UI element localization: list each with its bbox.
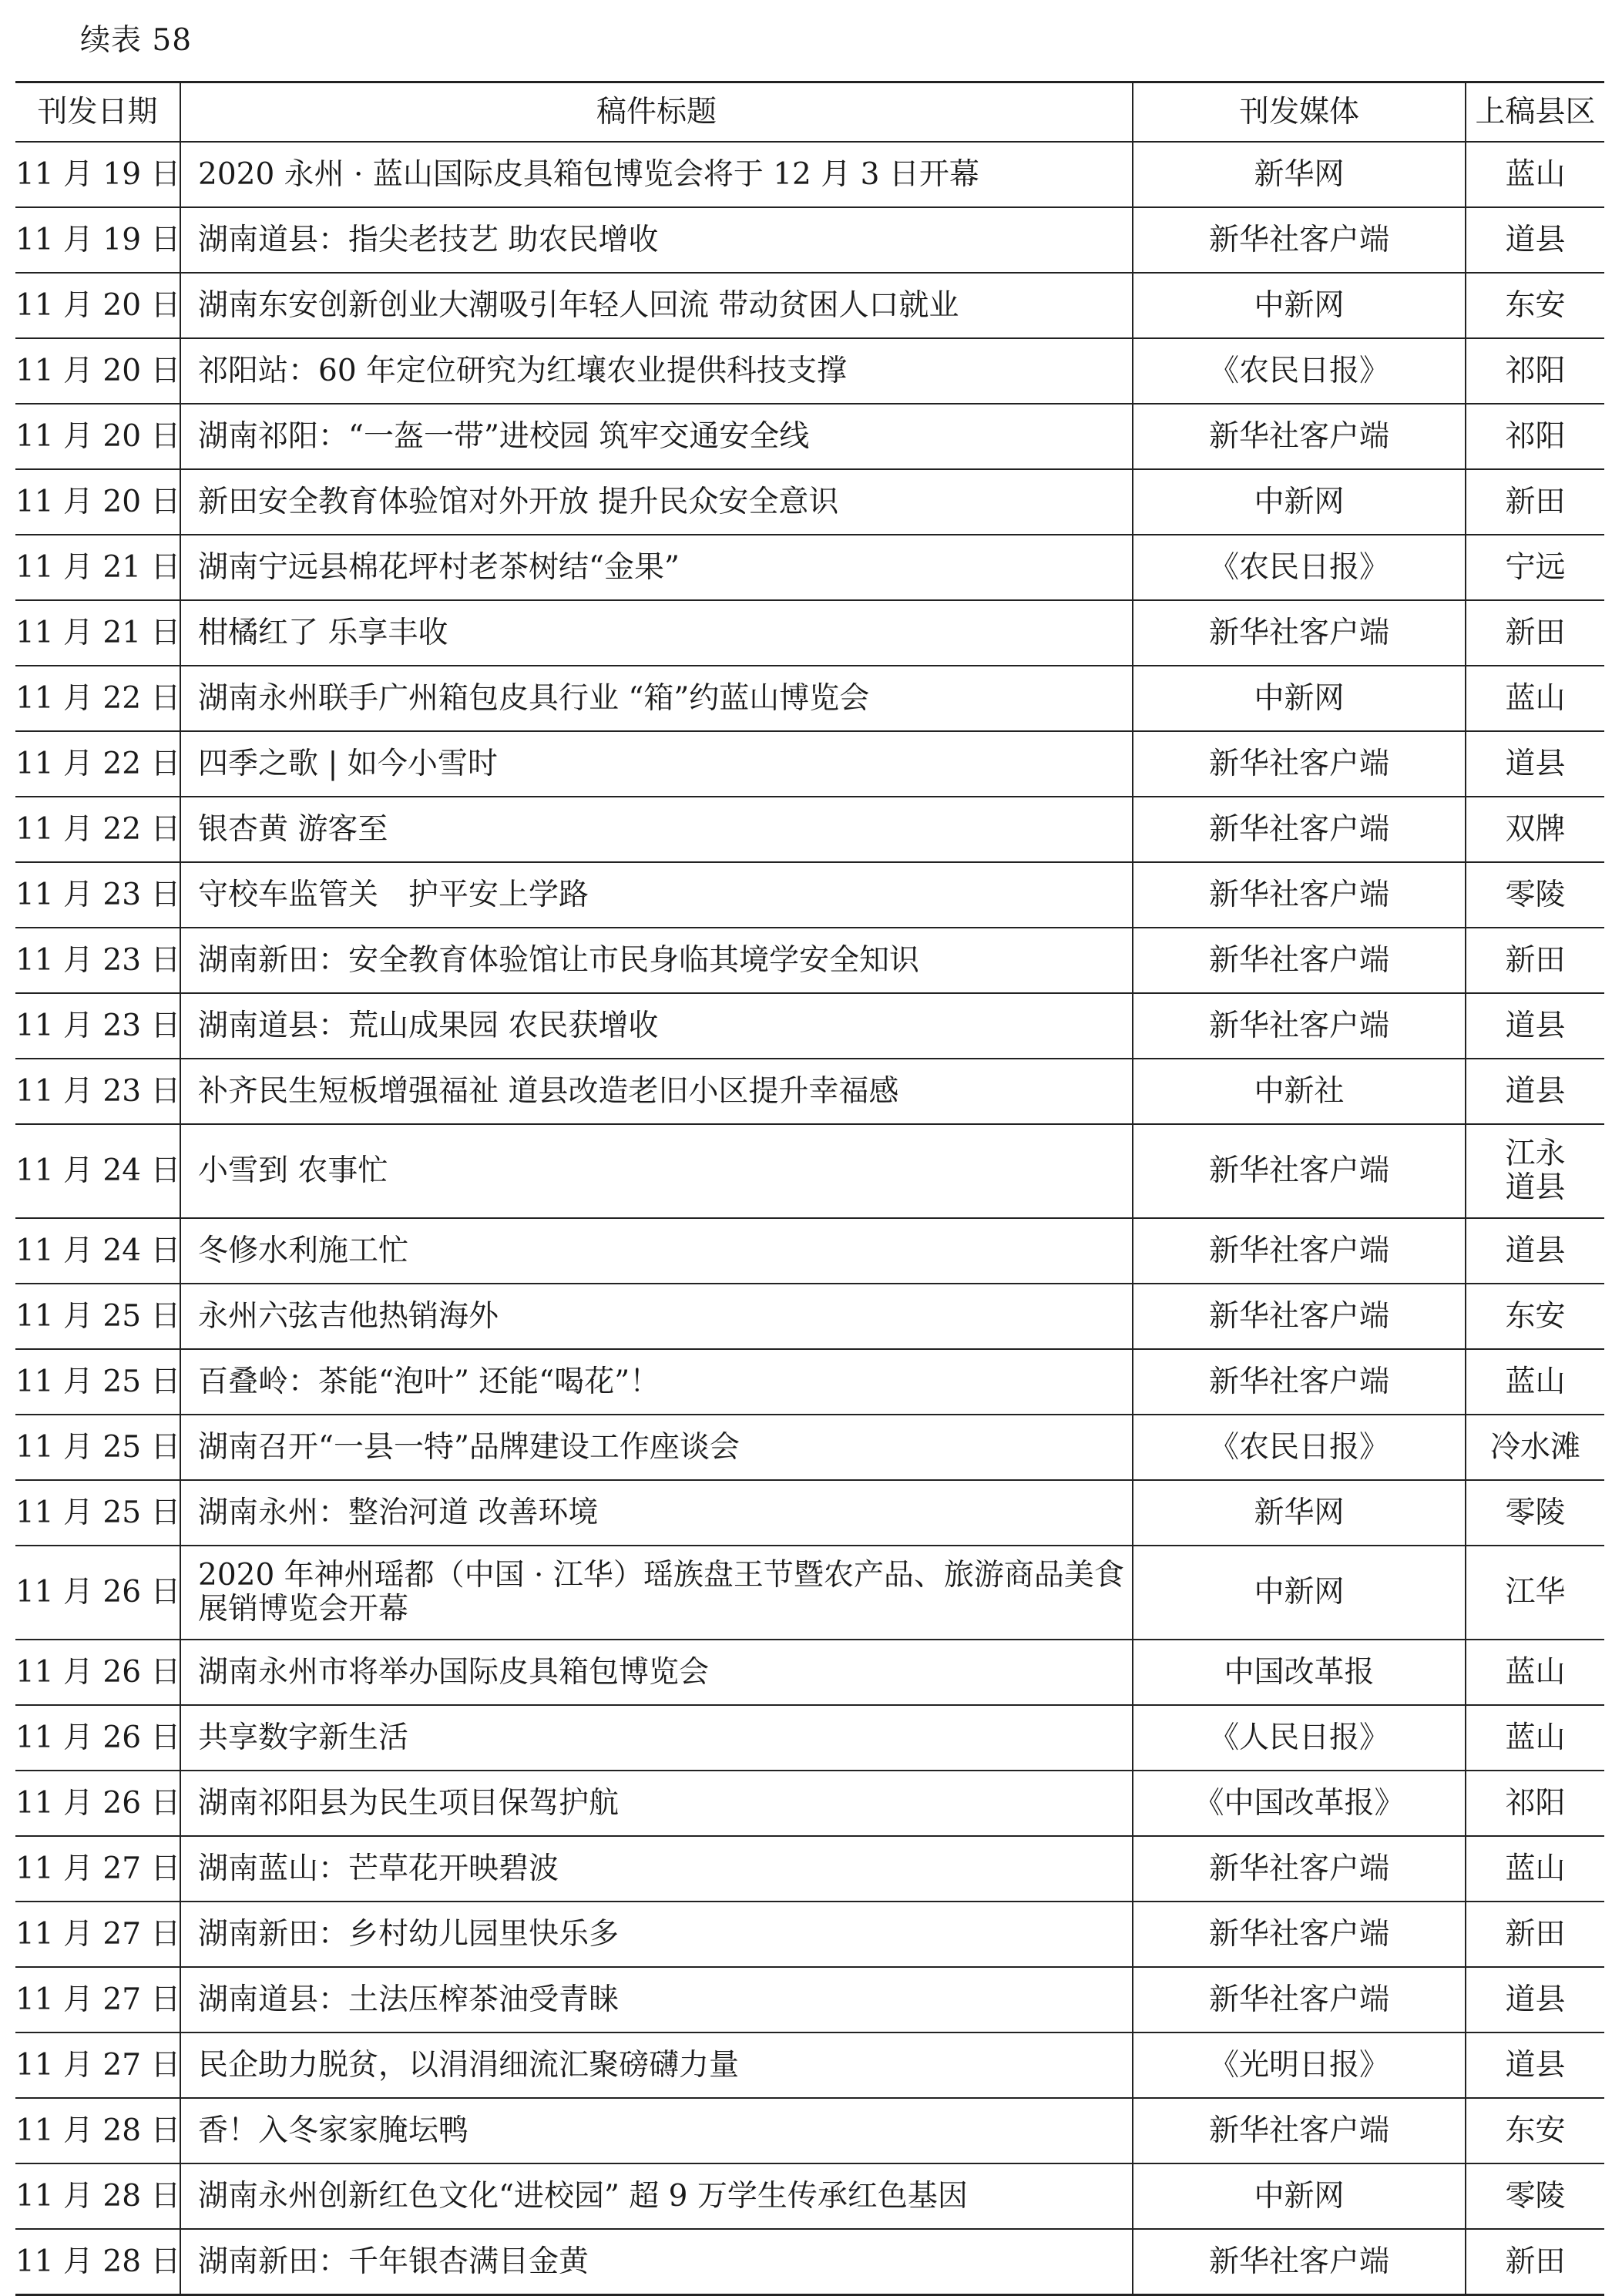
cell-region: 蓝山 [1466, 1349, 1604, 1415]
cell-title: 湖南永州：整治河道 改善环境 [180, 1480, 1133, 1546]
table-row [15, 1124, 1604, 1218]
table-row [15, 993, 1604, 1059]
cell-date: 11 月 23 日 [15, 1059, 180, 1124]
cell-media: 中新网 [1133, 2163, 1466, 2229]
table-row [15, 797, 1604, 862]
cell-title: 小雪到 农事忙 [180, 1124, 1133, 1218]
cell-region: 蓝山 [1466, 666, 1604, 731]
cell-title: 湖南永州市将举办国际皮具箱包博览会 [180, 1640, 1133, 1705]
column-header-region: 上稿县区 [1466, 82, 1604, 143]
cell-date: 11 月 23 日 [15, 993, 180, 1059]
cell-title: 湖南召开“一县一特”品牌建设工作座谈会 [180, 1415, 1133, 1480]
table-row [15, 2163, 1604, 2229]
table-body [15, 142, 1604, 2295]
cell-region: 新田 [1466, 469, 1604, 535]
cell-region: 零陵 [1466, 1480, 1604, 1546]
cell-date: 11 月 26 日 [15, 1771, 180, 1836]
table-row [15, 1705, 1604, 1771]
cell-date: 11 月 22 日 [15, 797, 180, 862]
cell-region: 东安 [1466, 273, 1604, 338]
cell-media: 中国改革报 [1133, 1640, 1466, 1705]
cell-title: 湖南新田：千年银杏满目金黄 [180, 2229, 1133, 2295]
cell-media: 中新网 [1133, 469, 1466, 535]
table-row [15, 2229, 1604, 2295]
table-row [15, 600, 1604, 666]
cell-media: 新华社客户端 [1133, 1218, 1466, 1284]
table-row [15, 1218, 1604, 1284]
cell-region: 东安 [1466, 1284, 1604, 1349]
table-row [15, 469, 1604, 535]
cell-date: 11 月 21 日 [15, 535, 180, 600]
table-row [15, 1415, 1604, 1480]
cell-date: 11 月 20 日 [15, 404, 180, 469]
table-row [15, 404, 1604, 469]
column-header-title: 稿件标题 [180, 82, 1133, 143]
cell-title: 香！入冬家家腌坛鸭 [180, 2098, 1133, 2163]
table-row [15, 1349, 1604, 1415]
cell-region: 新田 [1466, 928, 1604, 993]
cell-region: 道县 [1466, 1218, 1604, 1284]
cell-media: 新华社客户端 [1133, 1284, 1466, 1349]
cell-date: 11 月 26 日 [15, 1705, 180, 1771]
table-row [15, 928, 1604, 993]
cell-date: 11 月 28 日 [15, 2163, 180, 2229]
cell-title: 永州六弦吉他热销海外 [180, 1284, 1133, 1349]
cell-media: 新华社客户端 [1133, 1967, 1466, 2032]
cell-title: 共享数字新生活 [180, 1705, 1133, 1771]
news-table [15, 81, 1604, 2296]
table-row [15, 1284, 1604, 1349]
cell-region: 祁阳 [1466, 1771, 1604, 1836]
table-row [15, 1902, 1604, 1967]
cell-date: 11 月 27 日 [15, 1967, 180, 2032]
cell-title: 新田安全教育体验馆对外开放 提升民众安全意识 [180, 469, 1133, 535]
cell-region: 蓝山 [1466, 142, 1604, 207]
cell-region: 蓝山 [1466, 1836, 1604, 1902]
cell-media: 新华社客户端 [1133, 797, 1466, 862]
cell-region: 祁阳 [1466, 404, 1604, 469]
table-row [15, 207, 1604, 273]
cell-media: 新华社客户端 [1133, 2229, 1466, 2295]
cell-media: 新华社客户端 [1133, 1349, 1466, 1415]
cell-date: 11 月 23 日 [15, 862, 180, 928]
cell-region: 宁远 [1466, 535, 1604, 600]
cell-media: 新华社客户端 [1133, 1124, 1466, 1218]
cell-date: 11 月 26 日 [15, 1546, 180, 1640]
cell-date: 11 月 27 日 [15, 1836, 180, 1902]
cell-date: 11 月 19 日 [15, 207, 180, 273]
table-row [15, 338, 1604, 404]
cell-region: 新田 [1466, 2229, 1604, 2295]
cell-date: 11 月 20 日 [15, 338, 180, 404]
cell-title: 2020 永州 · 蓝山国际皮具箱包博览会将于 12 月 3 日开幕 [180, 142, 1133, 207]
cell-title: 冬修水利施工忙 [180, 1218, 1133, 1284]
table-row [15, 731, 1604, 797]
cell-title: 湖南祁阳县为民生项目保驾护航 [180, 1771, 1133, 1836]
cell-region: 双牌 [1466, 797, 1604, 862]
cell-date: 11 月 28 日 [15, 2098, 180, 2163]
cell-title: 湖南东安创新创业大潮吸引年轻人回流 带动贫困人口就业 [180, 273, 1133, 338]
cell-media: 新华社客户端 [1133, 404, 1466, 469]
column-header-media: 刊发媒体 [1133, 82, 1466, 143]
cell-title: 湖南祁阳：“一盔一带”进校园 筑牢交通安全线 [180, 404, 1133, 469]
cell-title: 湖南新田：乡村幼儿园里快乐多 [180, 1902, 1133, 1967]
cell-region: 东安 [1466, 2098, 1604, 2163]
cell-title: 四季之歌 | 如今小雪时 [180, 731, 1133, 797]
cell-media: 新华社客户端 [1133, 993, 1466, 1059]
cell-title: 补齐民生短板增强福祉 道县改造老旧小区提升幸福感 [180, 1059, 1133, 1124]
table-row [15, 1480, 1604, 1546]
cell-date: 11 月 19 日 [15, 142, 180, 207]
cell-title: 湖南永州创新红色文化“进校园” 超 9 万学生传承红色基因 [180, 2163, 1133, 2229]
cell-title: 百叠岭：茶能“泡叶” 还能“喝花”！ [180, 1349, 1133, 1415]
cell-title: 湖南宁远县棉花坪村老茶树结“金果” [180, 535, 1133, 600]
cell-region: 道县 [1466, 993, 1604, 1059]
table-row [15, 1967, 1604, 2032]
cell-media: 《农民日报》 [1133, 338, 1466, 404]
cell-date: 11 月 27 日 [15, 2032, 180, 2098]
cell-region: 蓝山 [1466, 1705, 1604, 1771]
cell-date: 11 月 20 日 [15, 469, 180, 535]
header-row [15, 82, 1604, 143]
cell-title: 民企助力脱贫，以涓涓细流汇聚磅礴力量 [180, 2032, 1133, 2098]
cell-media: 《中国改革报》 [1133, 1771, 1466, 1836]
cell-media: 中新社 [1133, 1059, 1466, 1124]
cell-media: 新华网 [1133, 142, 1466, 207]
cell-media: 《人民日报》 [1133, 1705, 1466, 1771]
cell-title: 柑橘红了 乐享丰收 [180, 600, 1133, 666]
cell-region: 道县 [1466, 2032, 1604, 2098]
cell-region: 零陵 [1466, 2163, 1604, 2229]
cell-title: 湖南永州联手广州箱包皮具行业 “箱”约蓝山博览会 [180, 666, 1133, 731]
table-row [15, 1771, 1604, 1836]
table-row [15, 273, 1604, 338]
cell-title: 守校车监管关 护平安上学路 [180, 862, 1133, 928]
column-header-date: 刊发日期 [15, 82, 180, 143]
cell-region: 江华 [1466, 1546, 1604, 1640]
cell-date: 11 月 25 日 [15, 1480, 180, 1546]
cell-media: 新华社客户端 [1133, 1836, 1466, 1902]
cell-date: 11 月 25 日 [15, 1415, 180, 1480]
table-row [15, 666, 1604, 731]
table-row [15, 1059, 1604, 1124]
table-row [15, 142, 1604, 207]
table-row [15, 862, 1604, 928]
cell-title: 银杏黄 游客至 [180, 797, 1133, 862]
cell-date: 11 月 22 日 [15, 731, 180, 797]
table-row [15, 1640, 1604, 1705]
cell-media: 新华社客户端 [1133, 928, 1466, 993]
cell-title: 湖南道县：指尖老技艺 助农民增收 [180, 207, 1133, 273]
cell-date: 11 月 25 日 [15, 1284, 180, 1349]
cell-region: 新田 [1466, 1902, 1604, 1967]
cell-media: 中新网 [1133, 1546, 1466, 1640]
cell-date: 11 月 24 日 [15, 1218, 180, 1284]
cell-media: 中新网 [1133, 273, 1466, 338]
cell-media: 《光明日报》 [1133, 2032, 1466, 2098]
cell-title: 祁阳站：60 年定位研究为红壤农业提供科技支撑 [180, 338, 1133, 404]
cell-region: 道县 [1466, 1059, 1604, 1124]
cell-title: 湖南道县：荒山成果园 农民获增收 [180, 993, 1133, 1059]
cell-region: 蓝山 [1466, 1640, 1604, 1705]
cell-media: 《农民日报》 [1133, 535, 1466, 600]
table-header [15, 82, 1604, 143]
cell-media: 新华社客户端 [1133, 1902, 1466, 1967]
cell-region: 道县 [1466, 207, 1604, 273]
cell-date: 11 月 23 日 [15, 928, 180, 993]
cell-title: 湖南道县：土法压榨茶油受青睐 [180, 1967, 1133, 2032]
table-row [15, 535, 1604, 600]
cell-date: 11 月 20 日 [15, 273, 180, 338]
cell-region: 新田 [1466, 600, 1604, 666]
cell-media: 新华社客户端 [1133, 862, 1466, 928]
cell-date: 11 月 27 日 [15, 1902, 180, 1967]
cell-date: 11 月 21 日 [15, 600, 180, 666]
cell-date: 11 月 28 日 [15, 2229, 180, 2295]
cell-title: 湖南蓝山：芒草花开映碧波 [180, 1836, 1133, 1902]
table-caption: 续表 58 [80, 23, 193, 58]
cell-region: 冷水滩 [1466, 1415, 1604, 1480]
cell-region: 零陵 [1466, 862, 1604, 928]
table-row [15, 1836, 1604, 1902]
cell-region: 道县 [1466, 731, 1604, 797]
cell-media: 中新网 [1133, 666, 1466, 731]
cell-media: 新华社客户端 [1133, 2098, 1466, 2163]
cell-date: 11 月 24 日 [15, 1124, 180, 1218]
cell-date: 11 月 25 日 [15, 1349, 180, 1415]
cell-date: 11 月 22 日 [15, 666, 180, 731]
cell-region: 道县 [1466, 1967, 1604, 2032]
cell-title: 湖南新田：安全教育体验馆让市民身临其境学安全知识 [180, 928, 1133, 993]
cell-media: 新华社客户端 [1133, 731, 1466, 797]
cell-date: 11 月 26 日 [15, 1640, 180, 1705]
table-row [15, 2032, 1604, 2098]
cell-media: 《农民日报》 [1133, 1415, 1466, 1480]
cell-title: 2020 年神州瑶都（中国 · 江华）瑶族盘王节暨农产品、旅游商品美食展销博览会开幕 [180, 1546, 1133, 1640]
cell-media: 新华社客户端 [1133, 600, 1466, 666]
table-row [15, 1546, 1604, 1640]
table-row [15, 2098, 1604, 2163]
cell-region: 祁阳 [1466, 338, 1604, 404]
cell-region: 江永 道县 [1466, 1124, 1604, 1218]
cell-media: 新华网 [1133, 1480, 1466, 1546]
cell-media: 新华社客户端 [1133, 207, 1466, 273]
